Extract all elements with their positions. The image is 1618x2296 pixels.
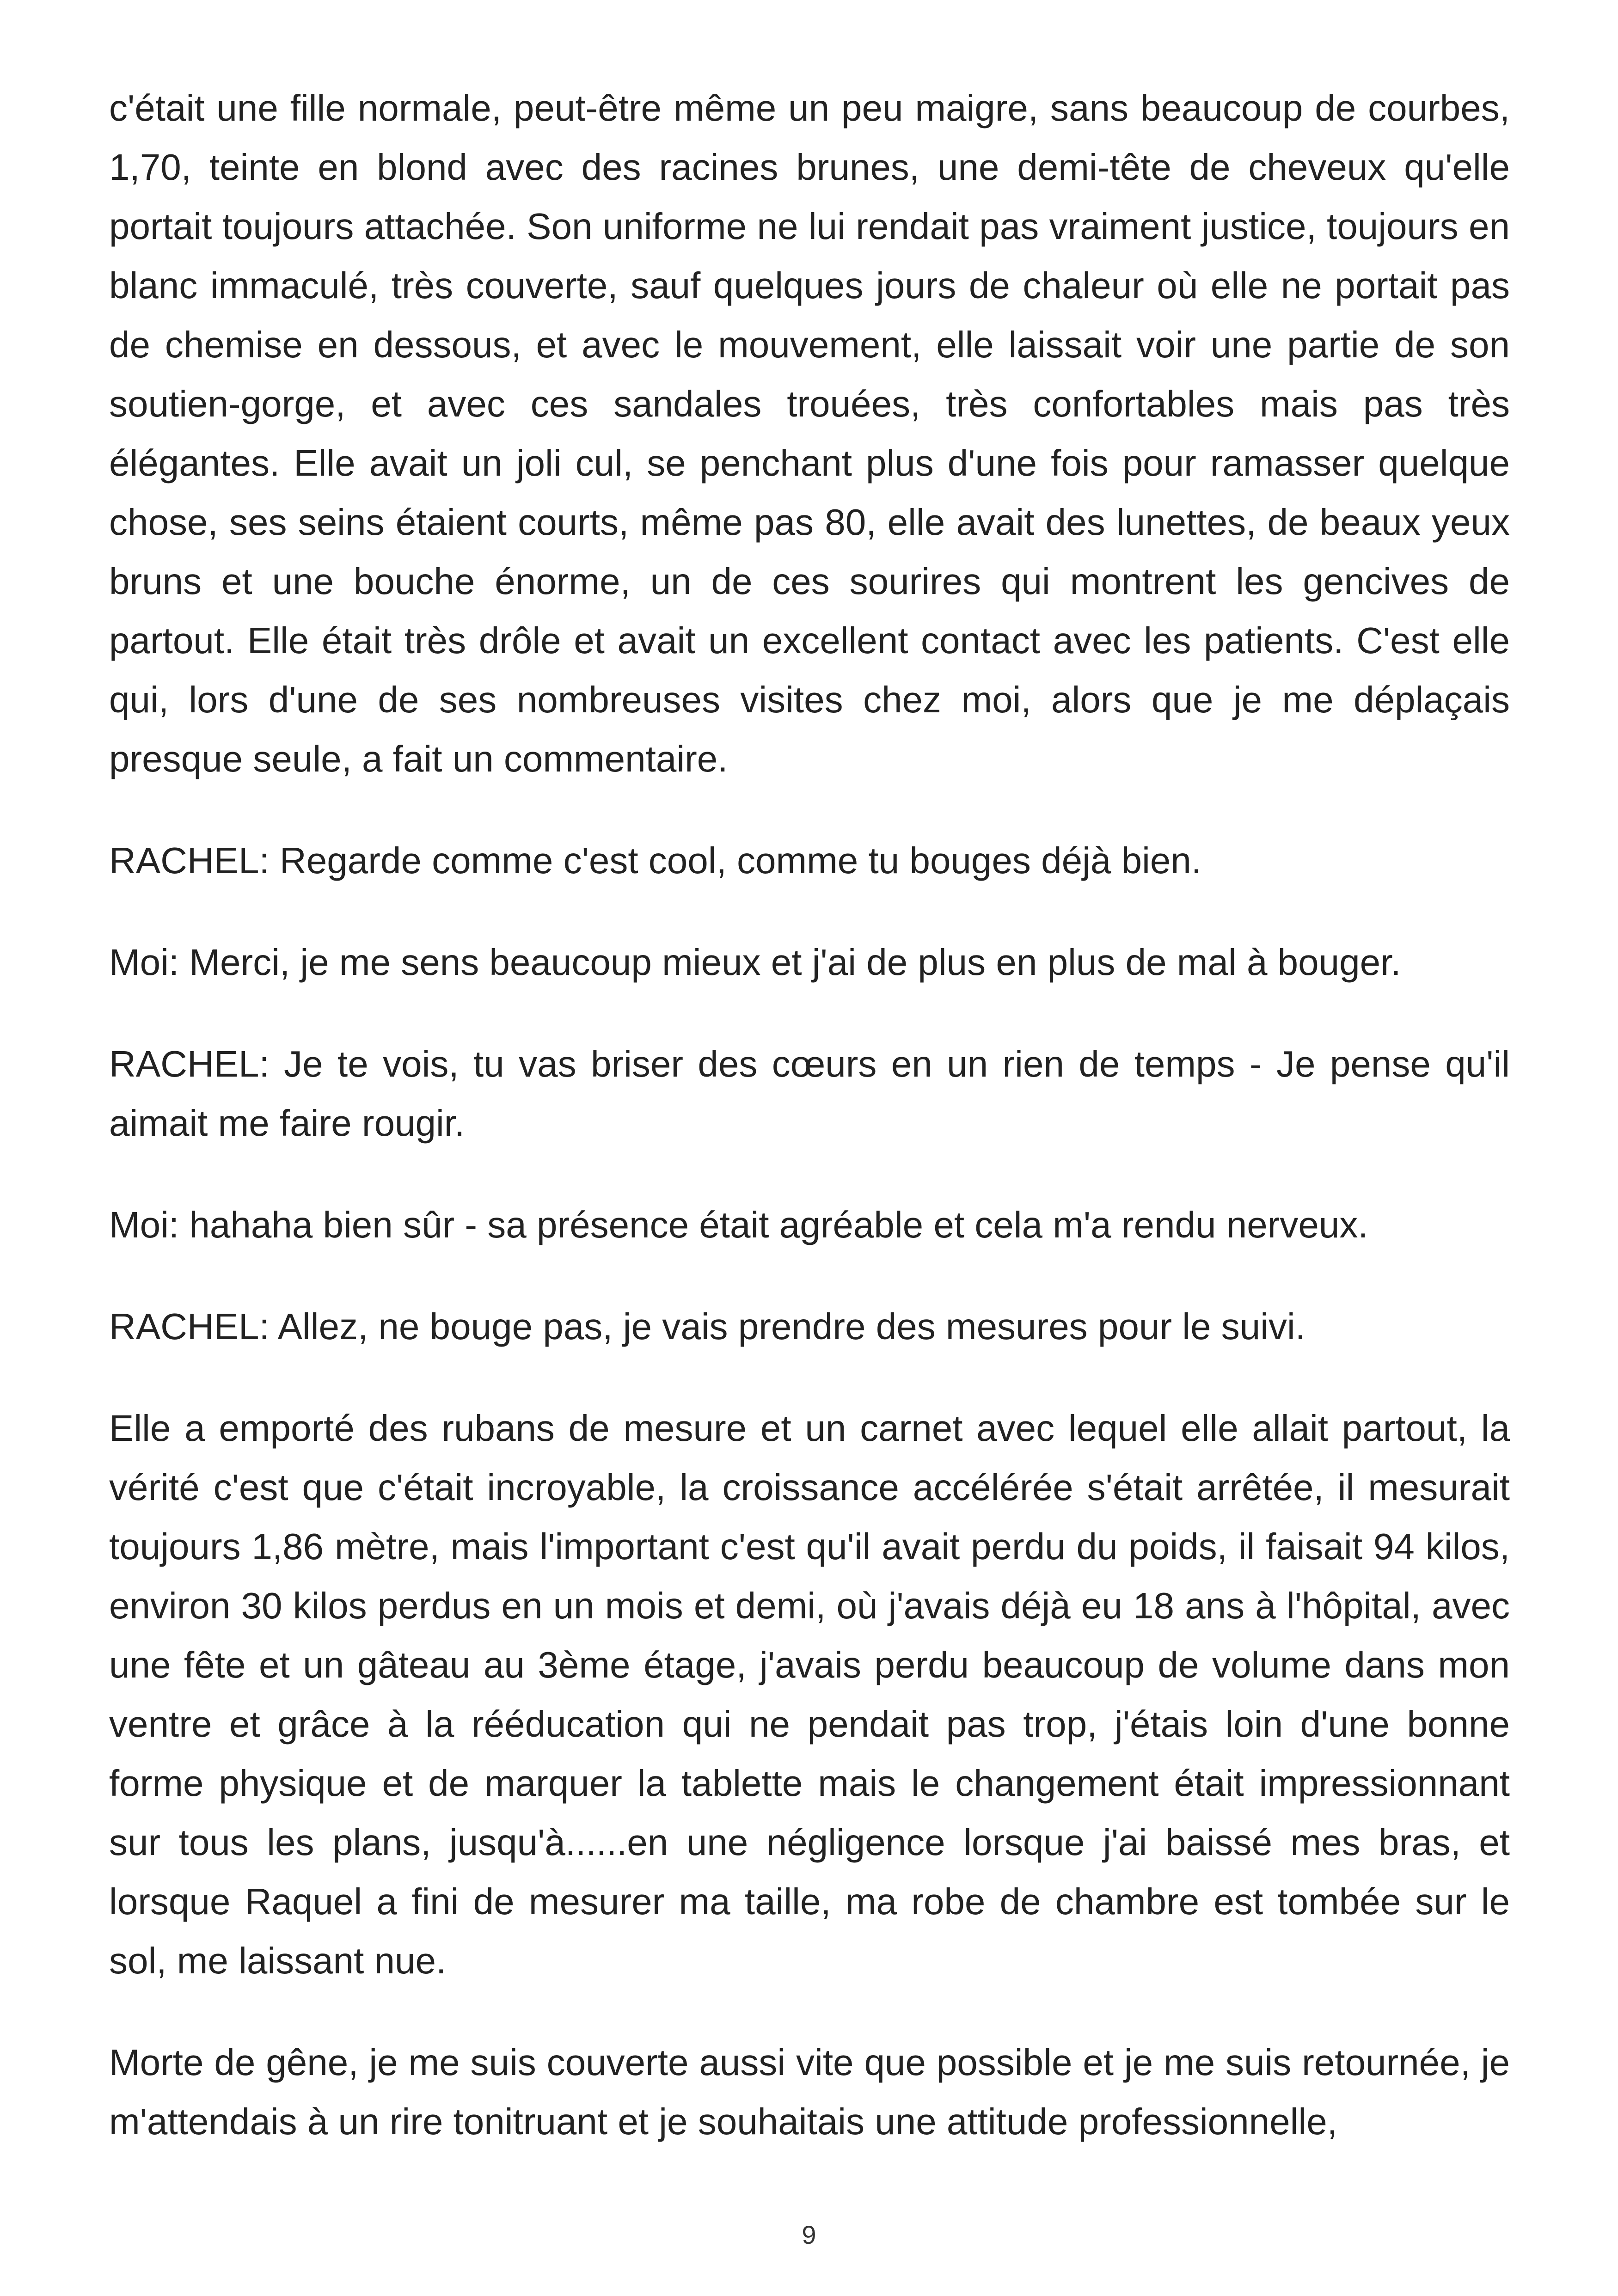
dialogue-moi-1: Moi: Merci, je me sens beaucoup mieux et j'ai de plus en plus de mal à bouger. — [109, 942, 1401, 983]
paragraph-closing: Morte de gêne, je me suis couverte aussi vite que possible et je me suis retournée, je m'attendais à un rire tonitruant et je souhaitais une attitude professionnelle, — [109, 2042, 1510, 2142]
page-number: 9 — [802, 2220, 816, 2249]
dialogue-rachel-1: RACHEL: Regarde comme c'est cool, comme tu bouges déjà bien. — [109, 840, 1202, 881]
dialogue-rachel-3: RACHEL: Allez, ne bouge pas, je vais prendre des mesures pour le suivi. — [109, 1306, 1306, 1347]
paragraph-description: c'était une fille normale, peut-être même un peu maigre, sans beaucoup de courbes, 1,70, teinte en blond avec des racines brunes, une demi-tête de cheveux qu'elle portait toujours attachée. Son uniforme ne lui rendait pas vraiment justice, toujours en blanc immaculé, très couverte, sauf quelques jours de chaleur où elle ne portait pas de chemise en dessous, et avec le mouvement, elle laissait voir une partie de son soutien-gorge, et avec ces sandales trouées, très confortables mais pas très élégantes. Elle avait un joli cul, se penchant plus d'une fois pour ramasser quelque chose, ses seins étaient courts, même pas 80, elle avait des lunettes, de beaux yeux bruns et une bouche énorme, un de ces sourires qui montrent les gencives de partout. Elle était très drôle et avait un excellent contact avec les patients. C'est elle qui, lors d'une de ses nombreuses visites chez moi, alors que je me déplaçais presque seule, a fait un commentaire. — [109, 87, 1510, 779]
paragraph-measurements: Elle a emporté des rubans de mesure et un carnet avec lequel elle allait partout, la vérité c'est que c'était incroyable, la croissance accélérée s'était arrêtée, il mesurait toujours 1,86 mètre, mais l'important c'est qu'il avait perdu du poids, il faisait 94 kilos, environ 30 kilos perdus en un mois et demi, où j'avais déjà eu 18 ans à l'hôpital, avec une fête et un gâteau au 3ème étage, j'avais perdu beaucoup de volume dans mon ventre et grâce à la rééducation qui ne pendait pas trop, j'étais loin d'une bonne forme physique et de marquer la tablette mais le changement était impressionnant sur tous les plans, jusqu'à......en une négligence lorsque j'ai baissé mes bras, et lorsque Raquel a fini de mesurer ma taille, ma robe de chambre est tombée sur le sol, me laissant nue. — [109, 1408, 1510, 1981]
dialogue-moi-2: Moi: hahaha bien sûr - sa présence était agréable et cela m'a rendu nerveux. — [109, 1204, 1368, 1245]
dialogue-rachel-2: RACHEL: Je te vois, tu vas briser des cœurs en un rien de temps - Je pense qu'il aimait me faire rougir. — [109, 1043, 1510, 1144]
document-body — [109, 79, 1510, 2151]
